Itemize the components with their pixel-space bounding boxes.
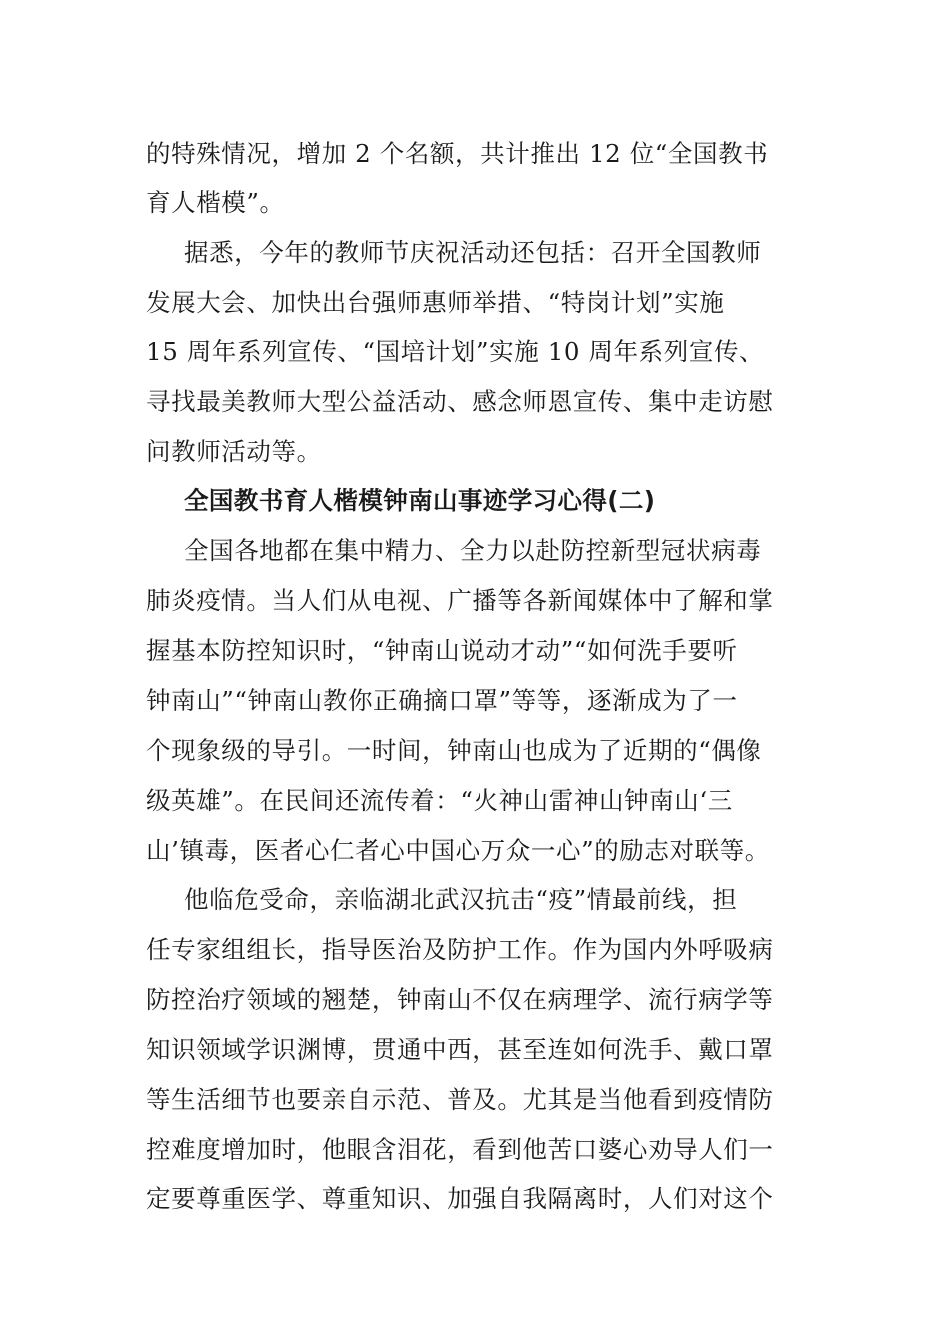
- text-line: 他临危受命，亲临湖北武汉抗击“疫”情最前线，担: [184, 885, 738, 914]
- text-line: 问教师活动等。: [146, 437, 322, 466]
- text-line: 防控治疗领域的翘楚，钟南山不仅在病理学、流行病学等: [146, 985, 774, 1014]
- text-line: 育人楷模”。: [146, 188, 285, 217]
- text-line: 肺炎疫情。当人们从电视、广播等各新闻媒体中了解和掌: [146, 586, 774, 615]
- text-line: 山’镇毒，医者心仁者心中国心万众一心”的励志对联等。: [146, 836, 770, 865]
- text-line: 钟南山”“钟南山教你正确摘口罩”等等，逐渐成为了一: [146, 686, 738, 715]
- text-line: 个现象级的导引。一时间，钟南山也成为了近期的“偶像: [146, 736, 762, 765]
- text-line: 知识领域学识渊博，贯通中西，甚至连如何洗手、戴口罩: [146, 1035, 774, 1064]
- text-line: 任专家组组长，指导医治及防护工作。作为国内外呼吸病: [146, 935, 774, 964]
- text-line: 15 周年系列宣传、“国培计划”实施 10 周年系列宣传、: [146, 337, 765, 366]
- text-line: 寻找最美教师大型公益活动、感念师恩宣传、集中走访慰: [146, 387, 774, 416]
- text-line: 全国各地都在集中精力、全力以赴防控新型冠状病毒: [184, 536, 762, 565]
- text-line: 定要尊重医学、尊重知识、加强自我隔离时，人们对这个: [146, 1184, 774, 1213]
- section-heading: 全国教书育人楷模钟南山事迹学习心得(二): [184, 486, 656, 515]
- text-line: 发展大会、加快出台强师惠师举措、“特岗计划”实施: [146, 288, 725, 317]
- text-line: 的特殊情况，增加 2 个名额，共计推出 12 位“全国教书: [146, 139, 769, 168]
- text-line: 据悉，今年的教师节庆祝活动还包括：召开全国教师: [184, 238, 762, 267]
- text-line: 控难度增加时，他眼含泪花，看到他苦口婆心劝导人们一: [146, 1135, 774, 1164]
- text-line: 级英雄”。在民间还流传着：“火神山雷神山钟南山‘三: [146, 786, 733, 815]
- text-line: 握基本防控知识时，“钟南山说动才动”“如何洗手要听: [146, 636, 738, 665]
- text-line: 等生活细节也要亲自示范、普及。尤其是当他看到疫情防: [146, 1085, 774, 1114]
